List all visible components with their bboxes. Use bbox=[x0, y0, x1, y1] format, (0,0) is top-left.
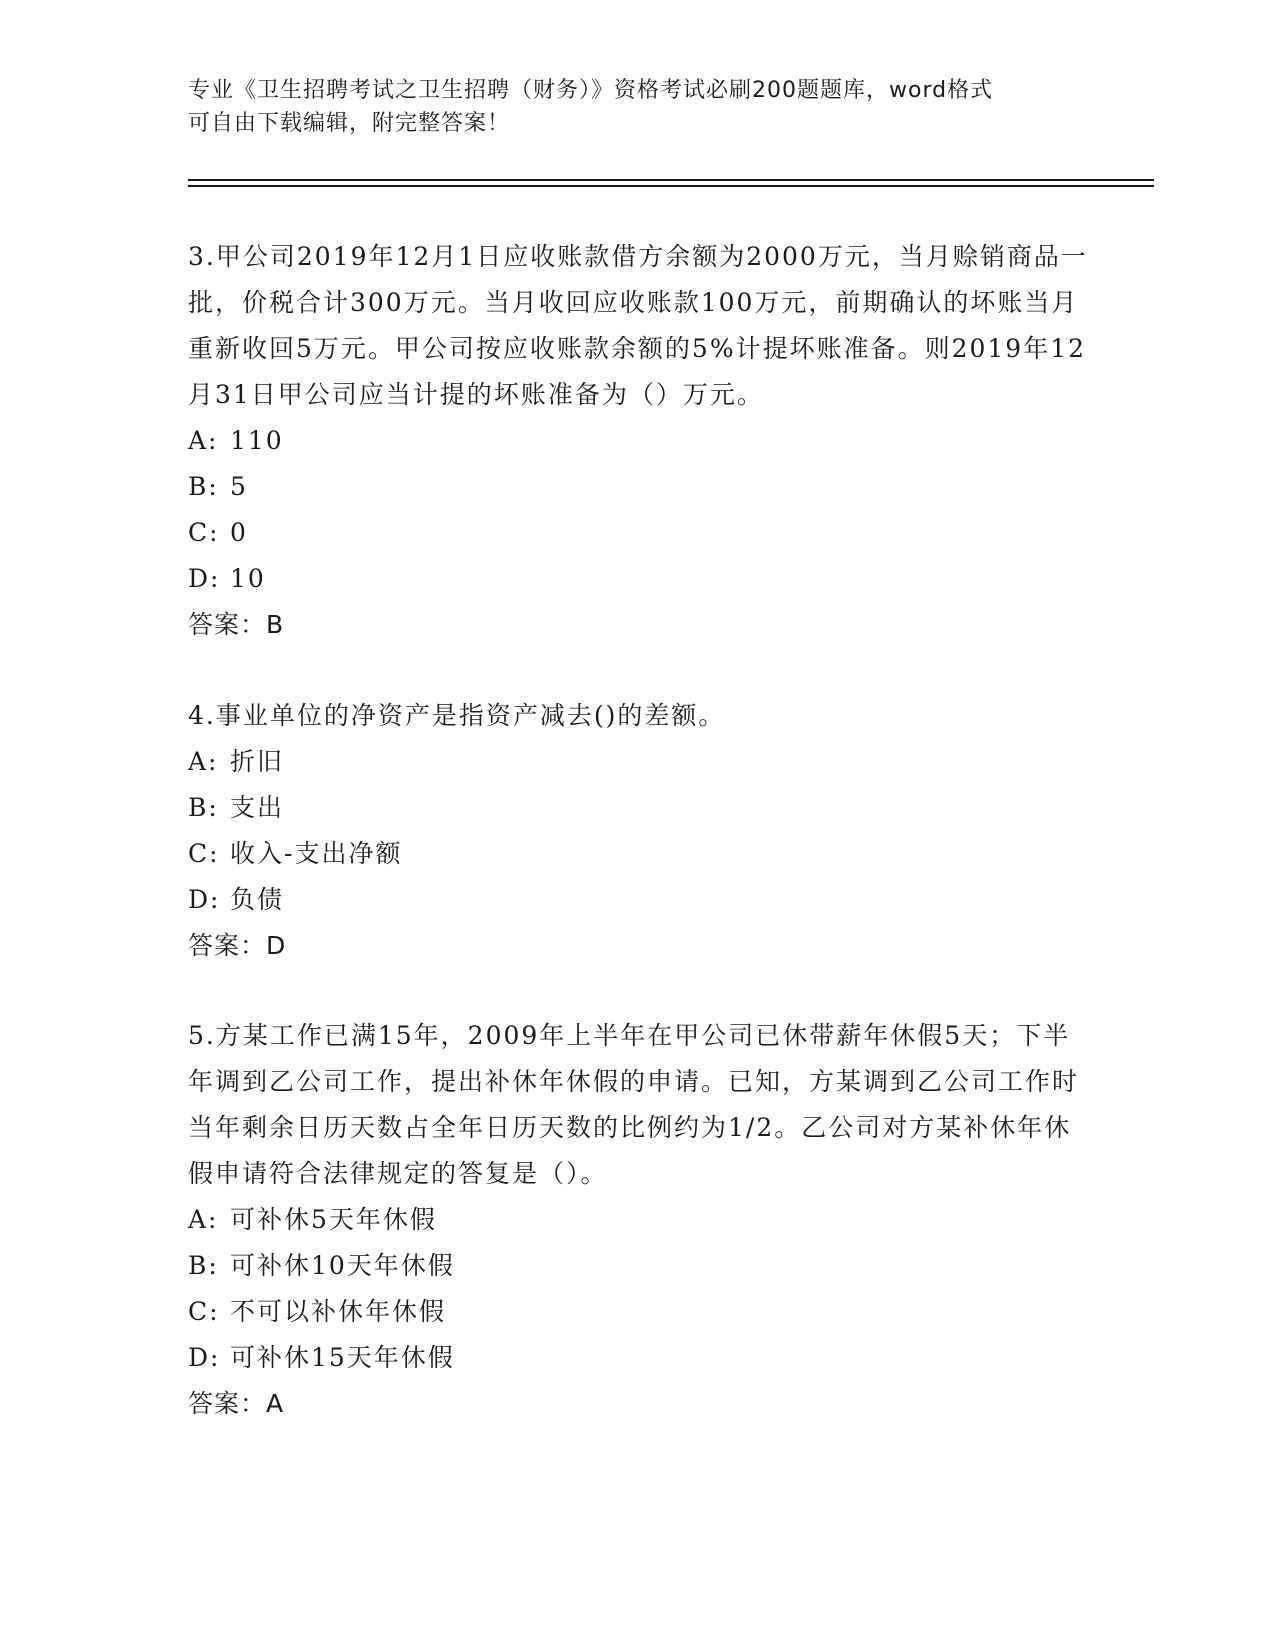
option-text: 支出 bbox=[230, 793, 285, 822]
header-divider-top bbox=[188, 179, 1154, 181]
page-header bbox=[188, 74, 1088, 140]
option-b bbox=[188, 1243, 1088, 1289]
answer-line: 答案：D bbox=[188, 931, 287, 960]
option-c bbox=[188, 831, 1088, 877]
option-text: 不可以补休年休假 bbox=[230, 1297, 447, 1326]
option-letter: B: bbox=[188, 472, 219, 501]
question-stem: 5.方某工作已满15年，2009年上半年在甲公司已休带薪年休假5天；下半年调到乙公司工作，提出补休年休假的申请。已知，方某调到乙公司工作时当年剩余日历天数占全年日历天数的比例约为1/2。乙公司对方某补休年休假申请符合法律规定的答复是（）。 bbox=[188, 1021, 1080, 1188]
answer-line: 答案：B bbox=[188, 610, 285, 639]
option-text: 0 bbox=[230, 518, 248, 547]
option-letter: D: bbox=[188, 1343, 221, 1372]
header-divider-bottom bbox=[188, 185, 1154, 187]
question-4 bbox=[188, 693, 1088, 969]
option-b bbox=[188, 464, 1088, 510]
option-letter: D: bbox=[188, 885, 221, 914]
option-letter: D: bbox=[188, 564, 221, 593]
option-a bbox=[188, 418, 1088, 464]
option-letter: A: bbox=[188, 1205, 219, 1234]
header-line-1: 专业《卫生招聘考试之卫生招聘（财务）》资格考试必刷200题题库，word格式 bbox=[188, 78, 994, 103]
option-text: 10 bbox=[230, 564, 266, 593]
option-text: 收入-支出净额 bbox=[230, 839, 403, 868]
option-text: 可补休10天年休假 bbox=[230, 1251, 455, 1280]
option-letter: B: bbox=[188, 793, 219, 822]
option-letter: C: bbox=[188, 518, 220, 547]
question-5 bbox=[188, 1013, 1088, 1427]
option-text: 折旧 bbox=[230, 747, 285, 776]
option-b bbox=[188, 785, 1088, 831]
option-letter: A: bbox=[188, 747, 219, 776]
option-a bbox=[188, 1197, 1088, 1243]
option-text: 110 bbox=[230, 426, 284, 455]
option-a bbox=[188, 739, 1088, 785]
option-d bbox=[188, 877, 1088, 923]
question-stem: 4.事业单位的净资产是指资产减去()的差额。 bbox=[188, 701, 726, 730]
question-3 bbox=[188, 234, 1088, 648]
option-text: 可补休15天年休假 bbox=[230, 1343, 455, 1372]
option-c bbox=[188, 1289, 1088, 1335]
answer-line: 答案：A bbox=[188, 1389, 285, 1418]
question-stem: 3.甲公司2019年12月1日应收账款借方余额为2000万元，当月赊销商品一批，价税合计300万元。当月收回应收账款100万元，前期确认的坏账当月重新收回5万元。甲公司按应收账款余额的5%计提坏账准备。则2019年12月31日甲公司应当计提的坏账准备为（）万元。 bbox=[188, 242, 1088, 409]
option-c bbox=[188, 510, 1088, 556]
header-line-2: 可自由下载编辑，附完整答案！ bbox=[188, 111, 511, 136]
option-letter: C: bbox=[188, 1297, 220, 1326]
option-letter: A: bbox=[188, 426, 219, 455]
option-letter: B: bbox=[188, 1251, 219, 1280]
option-d bbox=[188, 556, 1088, 602]
option-text: 负债 bbox=[230, 885, 285, 914]
option-text: 可补休5天年休假 bbox=[230, 1205, 437, 1234]
option-d bbox=[188, 1335, 1088, 1381]
option-letter: C: bbox=[188, 839, 220, 868]
option-text: 5 bbox=[230, 472, 248, 501]
